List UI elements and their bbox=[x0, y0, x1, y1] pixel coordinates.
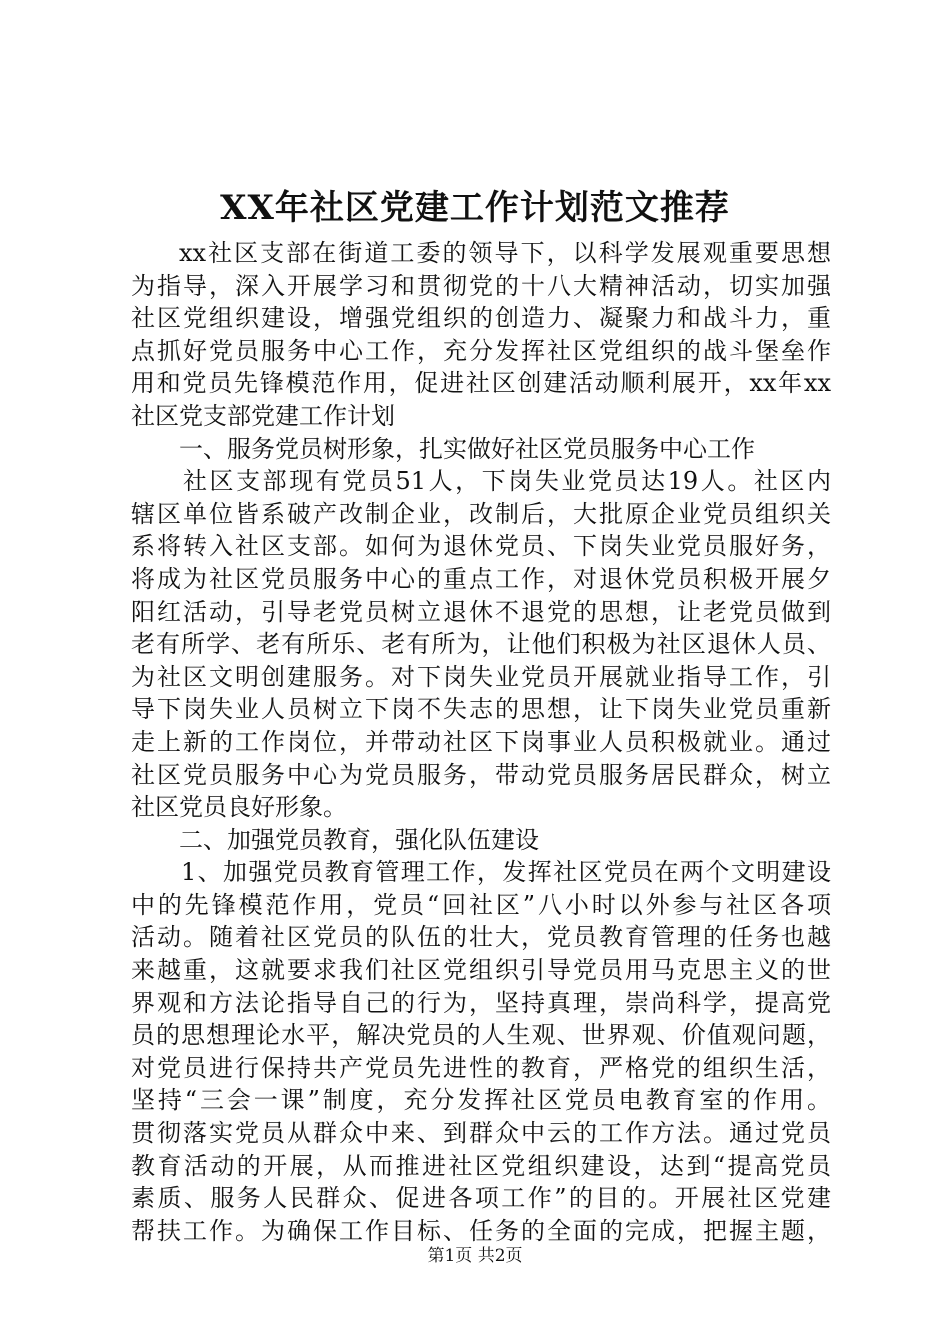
body-line: 老有所学、老有所乐、老有所为，让他们积极为社区退休人员、 bbox=[131, 630, 831, 659]
body-line: 为社区文明创建服务。对下岗失业党员开展就业指导工作，引 bbox=[131, 662, 831, 691]
body-line: 导下岗失业人员树立下岗不失志的思想，让下岗失业党员重新 bbox=[131, 695, 831, 724]
body-line: 将成为社区党员服务中心的重点工作，对退休党员积极开展夕 bbox=[131, 564, 831, 593]
body-line: 社区党组织建设，增强党组织的创造力、凝聚力和战斗力，重 bbox=[131, 304, 831, 333]
document-title: XX年社区党建工作计划范文推荐 bbox=[220, 188, 730, 228]
body-line: 社区党员良好形象。 bbox=[131, 793, 347, 822]
body-line: 1、加强党员教育管理工作，发挥社区党员在两个文明建设 bbox=[181, 858, 831, 887]
body-line: 中的先锋模范作用，党员“回社区”八小时以外参与社区各项 bbox=[131, 890, 831, 919]
body-line: 用和党员先锋模范作用，促进社区创建活动顺利展开，xx年xx bbox=[131, 369, 831, 398]
body-line: 来越重，这就要求我们社区党组织引导党员用马克思主义的世 bbox=[131, 956, 831, 985]
document-body bbox=[131, 237, 831, 1247]
body-line: 社区支部现有党员51人，下岗失业党员达19人。社区内 bbox=[183, 467, 831, 496]
body-line: 帮扶工作。为确保工作目标、任务的全面的完成，把握主题， bbox=[131, 1216, 831, 1245]
body-line: 界观和方法论指导自己的行为，坚持真理，崇尚科学，提高党 bbox=[131, 988, 831, 1017]
section-heading: 二、加强党员教育，强化队伍建设 bbox=[179, 825, 539, 854]
body-line: 社区党支部党建工作计划 bbox=[131, 401, 395, 430]
body-line: 社区党员服务中心为党员服务，带动党员服务居民群众，树立 bbox=[131, 760, 831, 789]
body-line: 辖区单位皆系破产改制企业，改制后，大批原企业党员组织关 bbox=[131, 499, 831, 528]
body-line: 为指导，深入开展学习和贯彻党的十八大精神活动，切实加强 bbox=[131, 271, 831, 300]
body-line: 对党员进行保持共产党员先进性的教育，严格党的组织生活， bbox=[131, 1053, 831, 1082]
section-heading: 一、服务党员树形象，扎实做好社区党员服务中心工作 bbox=[179, 434, 755, 463]
page-footer: 第1页 共2页 bbox=[427, 1246, 523, 1266]
body-line: 员的思想理论水平，解决党员的人生观、世界观、价值观问题， bbox=[131, 1021, 831, 1050]
body-line: 贯彻落实党员从群众中来、到群众中云的工作方法。通过党员 bbox=[131, 1119, 831, 1148]
body-line: 阳红活动，引导老党员树立退休不退党的思想，让老党员做到 bbox=[131, 597, 831, 626]
body-line: 系将转入社区支部。如何为退休党员、下岗失业党员服好务， bbox=[131, 532, 831, 561]
body-line: 坚持“三会一课”制度，充分发挥社区党员电教育室的作用。 bbox=[131, 1086, 831, 1115]
body-line: 走上新的工作岗位，并带动社区下岗事业人员积极就业。通过 bbox=[131, 727, 831, 756]
body-line: 活动。随着社区党员的队伍的壮大，党员教育管理的任务也越 bbox=[131, 923, 831, 952]
body-line: 素质、服务人民群众、促进各项工作”的目的。开展社区党建 bbox=[131, 1184, 831, 1213]
body-line: xx社区支部在街道工委的领导下，以科学发展观重要思想 bbox=[179, 239, 831, 267]
body-line: 教育活动的开展，从而推进社区党组织建设，达到“提高党员 bbox=[131, 1151, 831, 1180]
body-line: 点抓好党员服务中心工作，充分发挥社区党组织的战斗堡垒作 bbox=[131, 336, 831, 365]
